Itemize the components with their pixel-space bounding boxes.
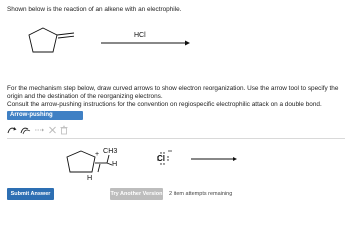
try-another-version-button[interactable]: Try Another Version [110,188,163,200]
h-bond-down [98,164,100,172]
reagent-label: HCl [134,32,146,39]
carbocation-charge: + [95,151,100,158]
instruction-text-2: Consult the arrow-pushing instructions for the convention on regiospecific electrophilic attack on a double bond. [7,101,322,108]
instruction-text-1: For the mechanism step below, draw curved arrows to show electron reorganization. Use the arrow tool to specify the origin and the destination of the reorganizing electrons. [7,85,339,100]
hydrogen-label-2: H [87,173,93,182]
attempts-remaining-text: 2 item attempts remaining [169,191,233,197]
intro-text: Shown below is the reaction of an alkene with an electrophile. [7,6,182,13]
arrow-pushing-instructions-button[interactable]: Arrow-pushing Instructions [7,111,83,120]
methyl-label: CH3 [103,146,118,155]
carbocation-ring [67,151,95,172]
chloride-label: Cl [157,154,165,163]
submit-answer-button[interactable]: Submit Answer [7,188,54,200]
ch3-bond [107,155,109,163]
hydrogen-label-1: H [112,159,118,168]
